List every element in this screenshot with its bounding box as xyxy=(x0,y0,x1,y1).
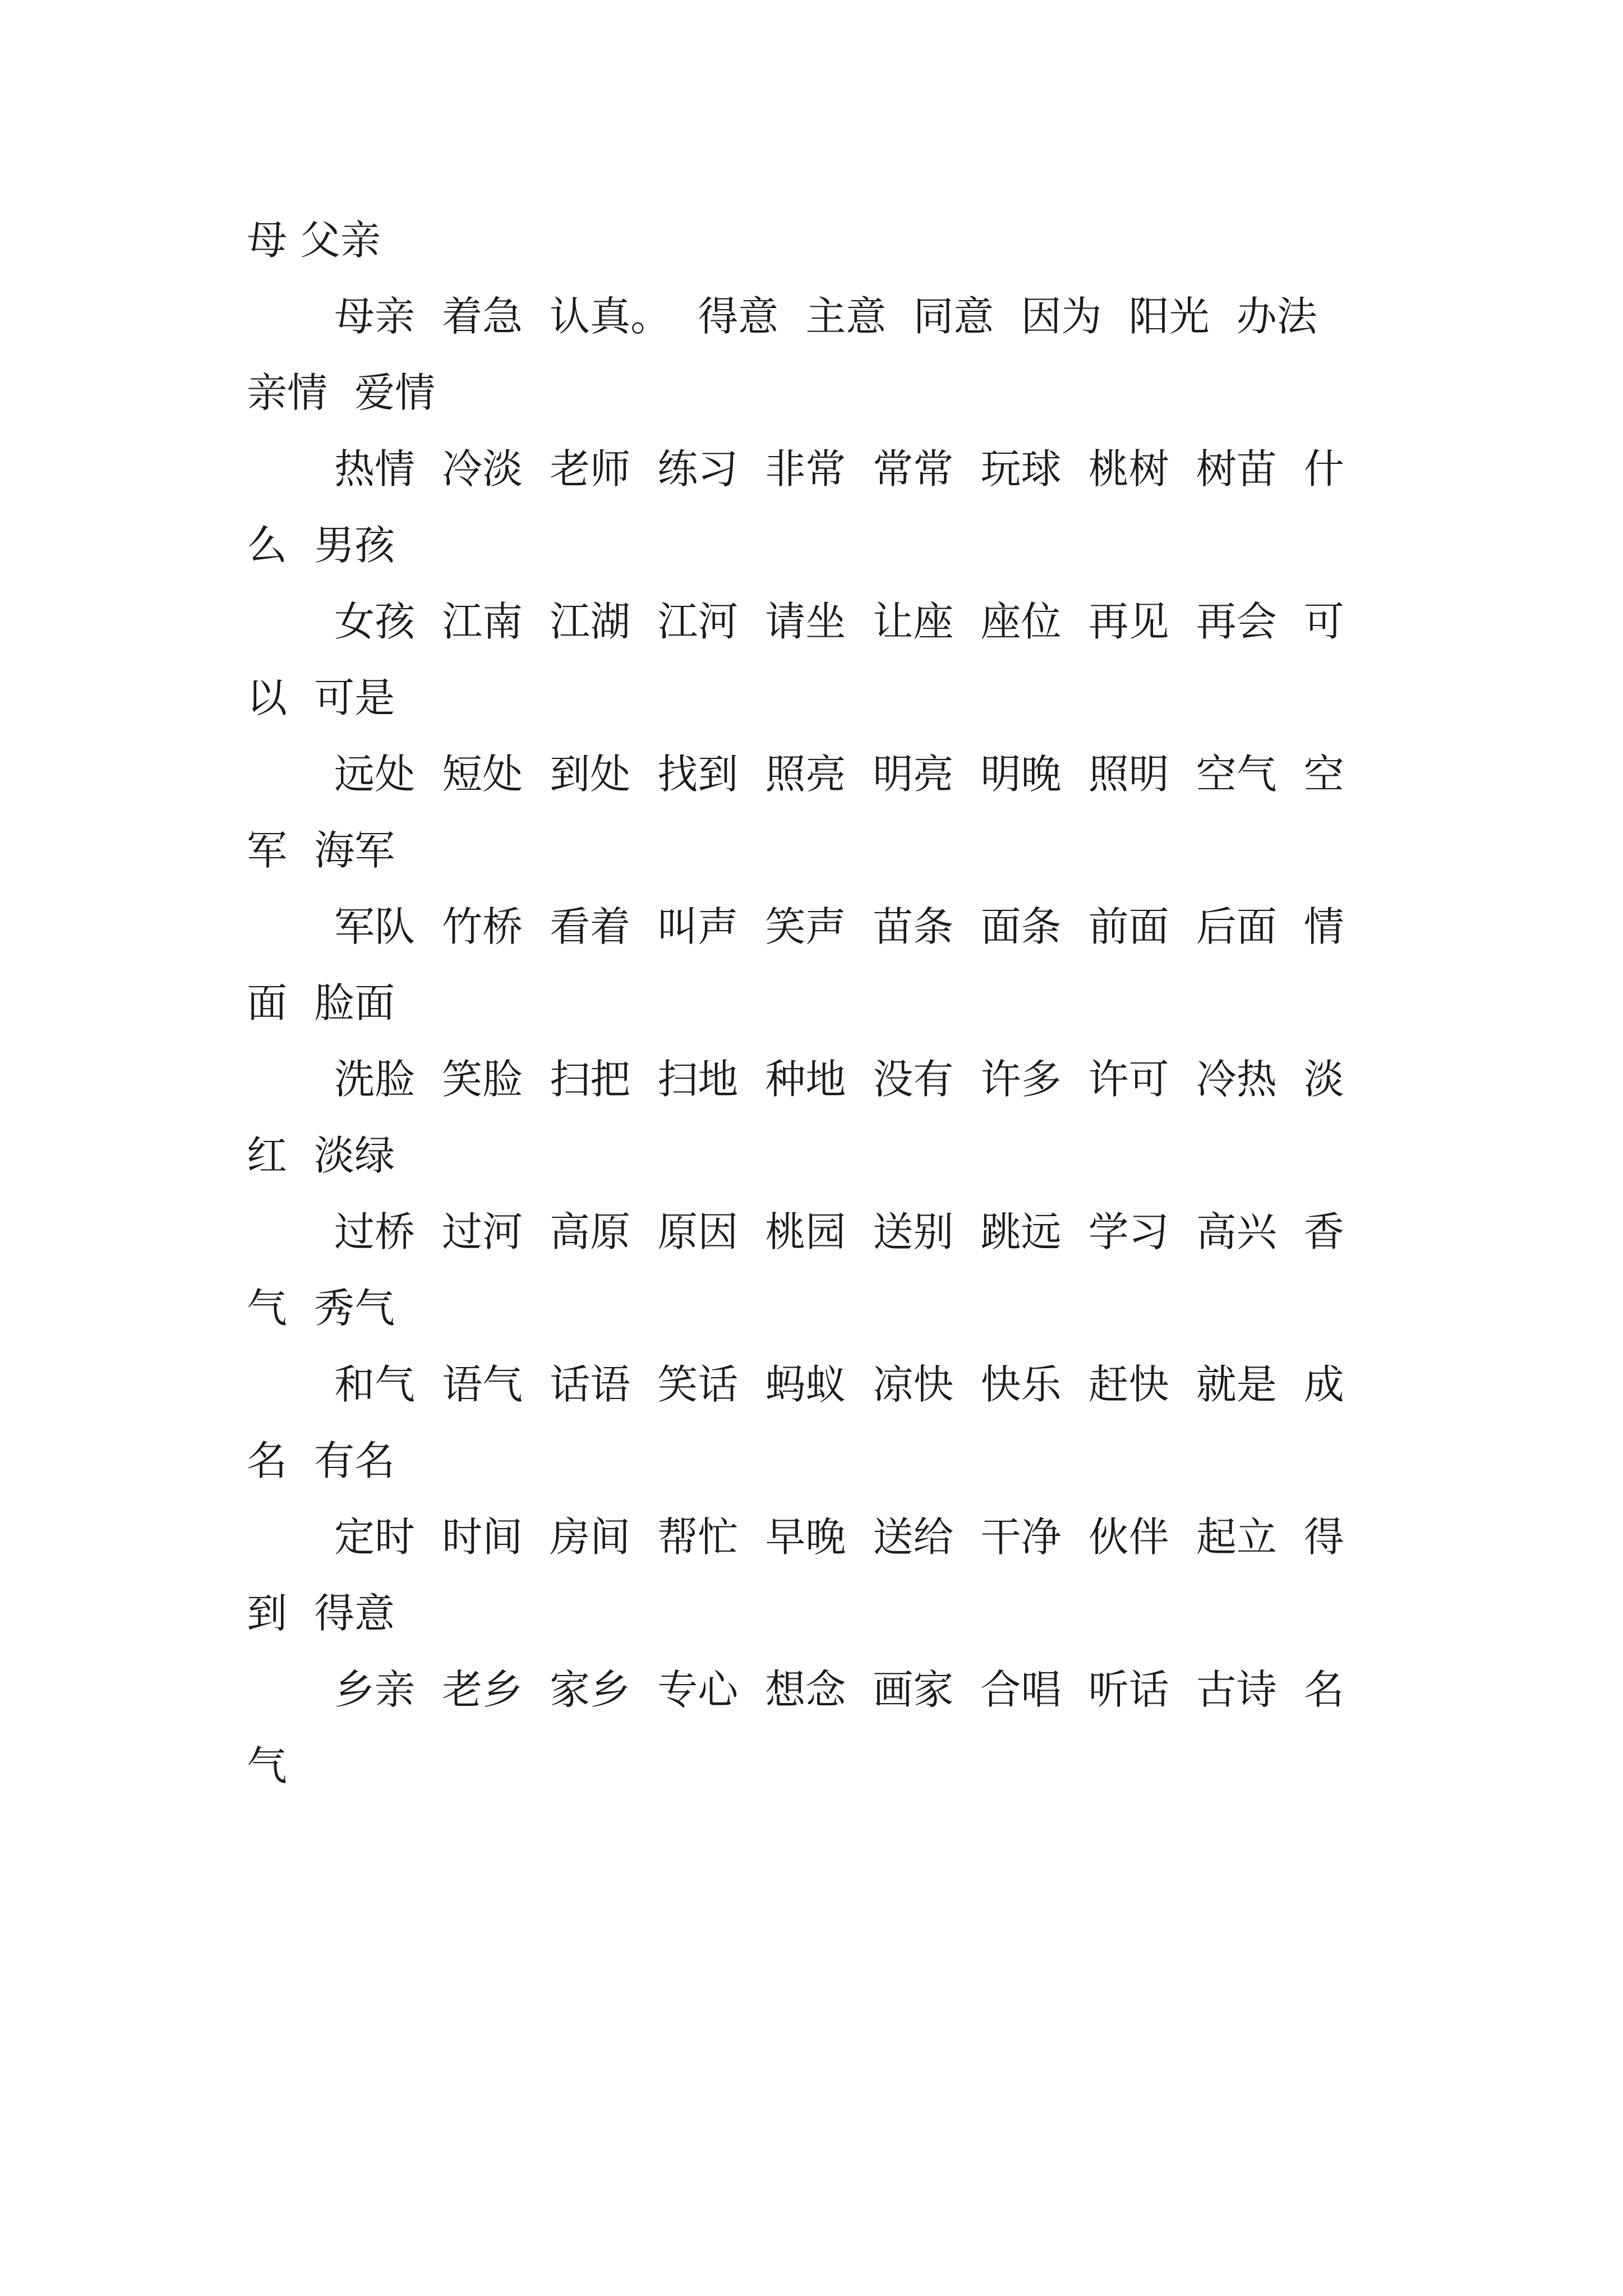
text-line: 母 父亲 xyxy=(247,217,381,264)
text-line: 亲情 爱情 xyxy=(247,369,436,416)
text-line: 么 男孩 xyxy=(247,522,395,569)
text-line: 到 得意 xyxy=(247,1590,395,1637)
text-line: 红 淡绿 xyxy=(247,1132,395,1179)
text-line: 名 有名 xyxy=(247,1437,395,1484)
text-line: 女孩 江南 江湖 江河 请坐 让座 座位 再见 再会 可 xyxy=(334,598,1344,645)
text-line: 和气 语气 话语 笑话 蚂蚁 凉快 快乐 赶快 就是 成 xyxy=(334,1361,1344,1408)
text-line: 气 秀气 xyxy=(247,1285,395,1332)
text-line: 母亲 着急 认真。 得意 主意 同意 因为 阳光 办法 xyxy=(334,293,1317,340)
text-line: 以 可是 xyxy=(247,674,395,721)
text-line: 军 海军 xyxy=(247,827,395,874)
word-list xyxy=(247,202,1380,1804)
text-line: 军队 竹桥 看着 叫声 笑声 苗条 面条 前面 后面 情 xyxy=(334,903,1344,950)
text-line: 热情 冷淡 老师 练习 非常 常常 玩球 桃树 树苗 什 xyxy=(334,445,1344,493)
text-line: 面 脸面 xyxy=(247,979,395,1027)
text-line: 气 xyxy=(247,1742,288,1789)
text-line: 定时 时间 房间 帮忙 早晚 送给 干净 伙伴 起立 得 xyxy=(334,1513,1344,1561)
text-line: 过桥 过河 高原 原因 桃园 送别 跳远 学习 高兴 香 xyxy=(334,1208,1344,1255)
text-line: 乡亲 老乡 家乡 专心 想念 画家 合唱 听话 古诗 名 xyxy=(334,1666,1344,1713)
text-line: 远处 短处 到处 找到 照亮 明亮 明晚 照明 空气 空 xyxy=(334,751,1344,798)
text-line: 洗脸 笑脸 扫把 扫地 种地 没有 许多 许可 冷热 淡 xyxy=(334,1056,1344,1103)
